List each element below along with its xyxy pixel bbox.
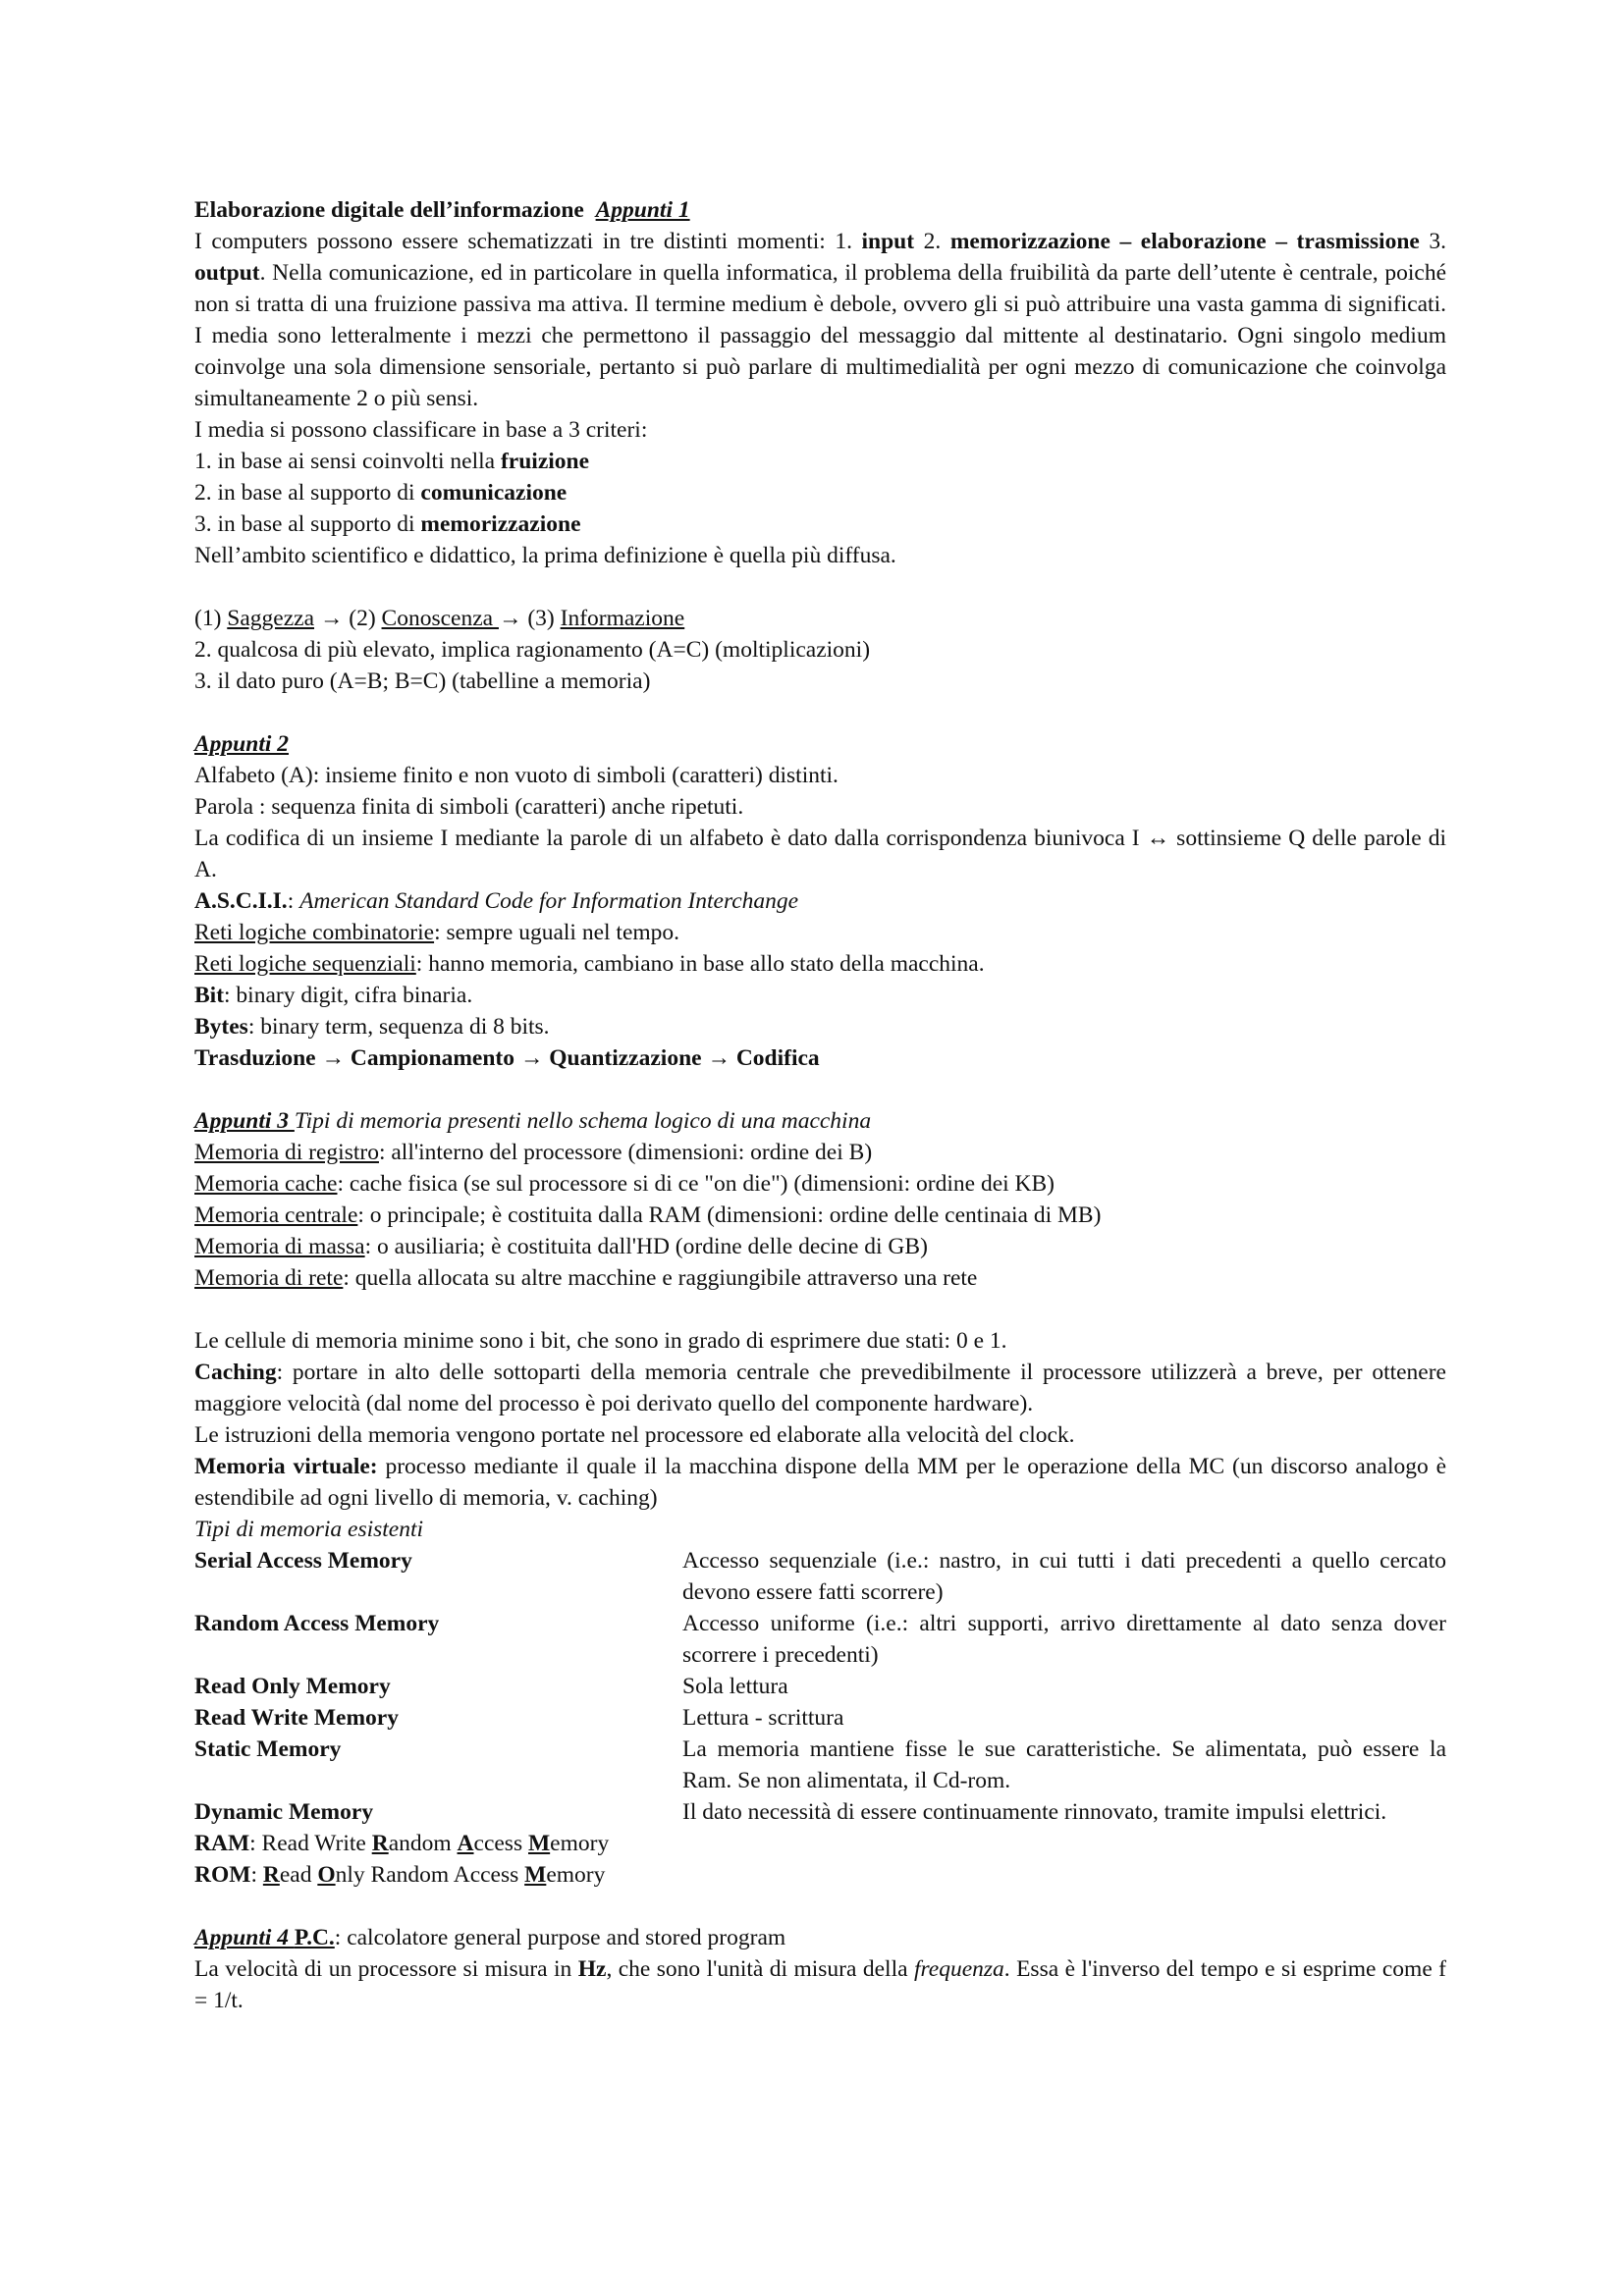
ascii-definition: A.S.C.I.I.: American Standard Code for Information Interchange [194,888,799,914]
memory-type-description: Sola lettura [682,1674,788,1699]
section-3-heading [194,1105,1446,1137]
criteria-intro: I media si possono classificare in base a 3 criteri: [194,417,648,443]
caching-paragraph: Caching: portare in alto delle sottoparti della memoria centrale che prevedibilmente il processore utilizzerà a breve, per ottenere maggiore velocità (dal nome del processo è poi derivato quello del componente hardware). [194,1360,1446,1416]
appunti-3-tag: Appunti 3 [194,1108,295,1134]
memoria-virtuale-paragraph: Memoria virtuale: processo mediante il quale il la macchina dispone della MM per le operazione della MC (un discorso analogo è estendibile ad ogni livello di memoria, v. caching) [194,1454,1446,1511]
pipeline-text: Trasduzione → Campionamento → Quantizzazione → Codifica [194,1045,820,1071]
memoria-massa: Memoria di massa: o ausiliaria; è costituita dall'HD (ordine delle decine di GB) [194,1234,928,1259]
memory-type-name: Read Only Memory [194,1674,391,1699]
bit-definition: Bit: binary digit, cifra binaria. [194,983,473,1008]
codifica-definition: La codifica di un insieme I mediante la parole di un alfabeto è dato dalla corrispondenza biunivoca I ↔ sottinsieme Q delle parole di A. [194,826,1446,882]
chain-note-2: 2. qualcosa di più elevato, implica ragionamento (A=C) (moltiplicazioni) [194,637,871,663]
section-3-subtitle: Tipi di memoria presenti nello schema logico di una macchina [294,1108,872,1134]
intro-paragraph: I computers possono essere schematizzati in tre distinti momenti: 1. input 2. memorizzazione – elaborazione – trasmissione 3. output. Nella comunicazione, ed in particolare in quella informatica, il problema della fruibilità da parte dell’utente è centrale, poiché non si tratta di una fruizione passiva ma attiva. Il termine medium è debole, ovvero gli si può attribuire una vasta gamma di significati. I media sono letteralmente i mezzi che permettono il passaggio del messaggio dal mittente al destinatario. Ogni singolo medium coinvolge una sola dimensione sensoriale, pertanto si può parlare di multimedialità per ogni mezzo di comunicazione che coinvolga simultaneamente 2 o più sensi. [194,229,1447,411]
document-page [194,194,1446,2016]
memory-type-description: Il dato necessità di essere continuamente rinnovato, tramite impulsi elettrici. [682,1799,1387,1825]
memory-type-name: Dynamic Memory [194,1799,374,1825]
memoria-cache: Memoria cache: cache fisica (se sul processore si di ce "on die") (dimensioni: ordine dei KB) [194,1171,1055,1197]
velocita-paragraph: La velocità di un processore si misura in Hz, che sono l'unità di misura della frequenza. Essa è l'inverso del tempo e si esprime come f = 1/t. [194,1956,1447,2013]
tipi-memoria-title-text: Tipi di memoria esistenti [194,1517,424,1542]
memoria-registro: Memoria di registro: all'interno del processore (dimensioni: ordine dei B) [194,1140,873,1165]
memoria-centrale: Memoria centrale: o principale; è costituita dalla RAM (dimensioni: ordine delle centinaia di MB) [194,1202,1102,1228]
memory-type-name: Serial Access Memory [194,1548,412,1574]
criteria-item-2: 2. in base al supporto di comunicazione [194,480,568,506]
memory-type-row [194,1734,1446,1796]
section-4-heading [194,1922,1446,1953]
reti-combinatorie: Reti logiche combinatorie: sempre uguali nel tempo. [194,920,680,945]
document-title: Elaborazione digitale dell’informazione [194,197,584,223]
memoria-rete: Memoria di rete: quella allocata su altre macchine e raggiungibile attraverso una rete [194,1265,978,1291]
reti-sequenziali: Reti logiche sequenziali: hanno memoria, cambiano in base allo stato della macchina. [194,951,985,977]
memory-type-row [194,1796,1446,1828]
rom-acronym: ROM: Read Only Random Access Memory [194,1862,606,1888]
memory-type-row [194,1608,1446,1671]
memory-type-name: Static Memory [194,1736,342,1762]
section-2-heading [194,728,1446,760]
criteria-closing: Nell’ambito scientifico e didattico, la prima definizione è quella più diffusa. [194,543,896,568]
parola-definition: Parola : sequenza finita di simboli (caratteri) anche ripetuti. [194,794,744,820]
memory-type-name: Read Write Memory [194,1705,399,1731]
cellule-paragraph: Le cellule di memoria minime sono i bit, che sono in grado di esprimere due stati: 0 e 1. [194,1328,1007,1354]
signal-pipeline [194,1042,1446,1074]
memory-type-row [194,1545,1446,1608]
criteria-item-1: 1. in base ai sensi coinvolti nella fruizione [194,449,590,474]
memory-types-table [194,1545,1446,1828]
memory-type-row [194,1671,1446,1702]
pc-term: P.C. [294,1925,335,1950]
knowledge-chain: (1) Saggezza → (2) Conoscenza → (3) Informazione [194,606,685,631]
chain-note-3: 3. il dato puro (A=B; B=C) (tabelline a memoria) [194,668,651,694]
memory-type-description: Accesso sequenziale (i.e.: nastro, in cui tutti i dati precedenti a quello cercato devono essere fatti scorrere) [682,1548,1446,1605]
ram-acronym: RAM: Read Write Random Access Memory [194,1831,610,1856]
memory-type-description: Lettura - scrittura [682,1705,844,1731]
memory-type-row [194,1702,1446,1734]
bytes-definition: Bytes: binary term, sequenza di 8 bits. [194,1014,550,1040]
pc-definition: : calcolatore general purpose and stored program [334,1925,786,1950]
istruzioni-paragraph: Le istruzioni della memoria vengono portate nel processore ed elaborate alla velocità del clock. [194,1422,1075,1448]
criteria-item-3: 3. in base al supporto di memorizzazione [194,511,581,537]
appunti-1-tag: Appunti 1 [595,197,690,223]
alfabeto-definition: Alfabeto (A): insieme finito e non vuoto di simboli (caratteri) distinti. [194,763,839,788]
memory-type-name: Random Access Memory [194,1611,440,1636]
appunti-4-tag: Appunti 4 [194,1925,295,1950]
memory-type-description: Accesso uniforme (i.e.: altri supporti, arrivo direttamente al dato senza dover scorrere i precedenti) [682,1611,1446,1668]
tipi-memoria-title [194,1514,1446,1545]
appunti-2-tag: Appunti 2 [194,731,289,757]
memory-type-description: La memoria mantiene fisse le sue caratteristiche. Se alimentata, può essere la Ram. Se non alimentata, il Cd-rom. [682,1736,1446,1793]
section-1-heading [194,194,1446,226]
